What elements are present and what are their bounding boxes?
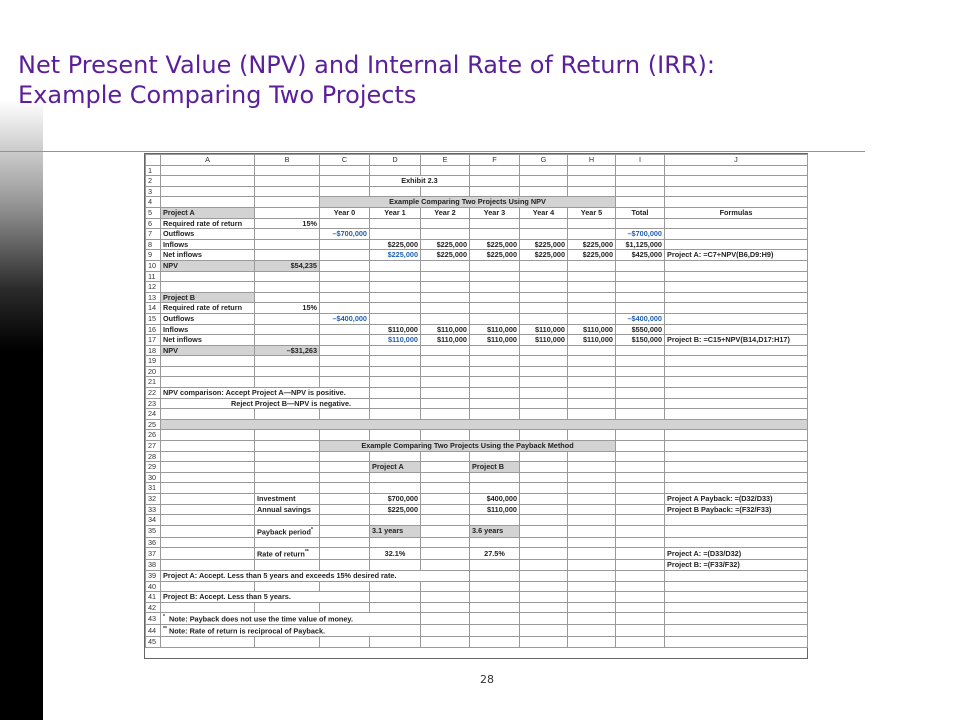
column-header: J xyxy=(665,155,808,166)
payback-period-a: 3.1 years xyxy=(370,525,421,537)
row-number: 20 xyxy=(146,366,161,377)
sheet-row xyxy=(146,419,808,430)
sheet-row xyxy=(146,345,808,356)
net-inflow-total: $425,000 xyxy=(616,250,665,261)
savings-b: $110,000 xyxy=(470,504,520,515)
row-number: 43 xyxy=(146,613,161,625)
sheet-row xyxy=(146,515,808,526)
footnote-1: * Note: Payback does not use the time value of money. xyxy=(161,613,421,625)
row-number: 15 xyxy=(146,313,161,324)
sheet-row xyxy=(146,537,808,548)
year-header: Year 5 xyxy=(568,207,616,218)
row-number: 6 xyxy=(146,218,161,229)
net-inflow-cell: $225,000 xyxy=(370,250,421,261)
net-inflow-cell: $225,000 xyxy=(470,250,520,261)
column-header: G xyxy=(520,155,568,166)
outflows-label: Outflows xyxy=(161,313,255,324)
payback-formula-b: Project B Payback: =(F32/F33) xyxy=(665,504,808,515)
row-number: 18 xyxy=(146,345,161,356)
investment-b: $400,000 xyxy=(470,494,520,505)
npv-formula: Project A: =C7+NPV(B6,D9:H9) xyxy=(665,250,808,261)
project-b-label: Project B xyxy=(161,292,255,303)
inflow-cell: $225,000 xyxy=(370,239,421,250)
sheet-row xyxy=(146,207,808,218)
row-number: 8 xyxy=(146,239,161,250)
row-number: 21 xyxy=(146,377,161,388)
row-number: 37 xyxy=(146,548,161,560)
sheet-row xyxy=(146,271,808,282)
sheet-row xyxy=(146,581,808,592)
payback-period-label: Payback period* xyxy=(255,525,320,537)
year-header: Year 2 xyxy=(421,207,470,218)
year-header: Year 1 xyxy=(370,207,421,218)
inflow-cell: $225,000 xyxy=(470,239,520,250)
column-header: D xyxy=(370,155,421,166)
net-inflow-cell: $110,000 xyxy=(421,335,470,346)
row-number: 31 xyxy=(146,483,161,494)
inflow-cell: $110,000 xyxy=(520,324,568,335)
sheet-row xyxy=(146,324,808,335)
row-number: 34 xyxy=(146,515,161,526)
column-header: A xyxy=(161,155,255,166)
sheet-row xyxy=(146,186,808,197)
row-number: 11 xyxy=(146,271,161,282)
sheet-row xyxy=(146,250,808,261)
row-number: 42 xyxy=(146,602,161,613)
sheet-row xyxy=(146,218,808,229)
outflows-label: Outflows xyxy=(161,229,255,240)
payback-project-a-header: Project A xyxy=(370,462,421,473)
rate-of-return-a: 32.1% xyxy=(370,548,421,560)
investment-a: $700,000 xyxy=(370,494,421,505)
sheet-row xyxy=(146,409,808,420)
slide-title xyxy=(18,50,938,110)
rate-value: 15% xyxy=(255,303,320,314)
sheet-row xyxy=(146,548,808,560)
row-number: 4 xyxy=(146,197,161,208)
sheet-row xyxy=(146,613,808,625)
sheet-row xyxy=(146,494,808,505)
sheet-row xyxy=(146,560,808,571)
row-number: 38 xyxy=(146,560,161,571)
rate-of-return-b: 27.5% xyxy=(470,548,520,560)
investment-label: Investment xyxy=(255,494,320,505)
column-header: E xyxy=(421,155,470,166)
npv-reject: Reject Project B—NPV is negative. xyxy=(161,398,370,409)
payback-period-b: 3.6 years xyxy=(470,525,520,537)
net-inflow-total: $150,000 xyxy=(616,335,665,346)
row-number: 30 xyxy=(146,472,161,483)
slide-title-line-2: Example Comparing Two Projects xyxy=(18,81,417,109)
row-number: 2 xyxy=(146,176,161,187)
rate-label: Required rate of return xyxy=(161,218,255,229)
sheet-row xyxy=(146,483,808,494)
inflow-cell: $110,000 xyxy=(370,324,421,335)
sheet-row xyxy=(146,313,808,324)
sheet-row xyxy=(146,504,808,515)
sheet-row xyxy=(146,388,808,399)
row-number: 28 xyxy=(146,451,161,462)
payback-project-b-header: Project B xyxy=(470,462,520,473)
sheet-row xyxy=(146,451,808,462)
npv-section-header: Example Comparing Two Projects Using NPV xyxy=(320,197,616,208)
sheet-row xyxy=(146,592,808,603)
sheet-row xyxy=(146,637,808,648)
year-header: Year 4 xyxy=(520,207,568,218)
row-number: 16 xyxy=(146,324,161,335)
section-separator xyxy=(161,419,808,430)
sheet-row xyxy=(146,377,808,388)
sheet-row xyxy=(146,260,808,271)
sheet-row xyxy=(146,292,808,303)
payback-formula-a: Project A Payback: =(D32/D33) xyxy=(665,494,808,505)
sheet-row xyxy=(146,571,808,582)
rate-of-return-label: Rate of return** xyxy=(255,548,320,560)
row-number: 40 xyxy=(146,581,161,592)
year-header: Year 0 xyxy=(320,207,370,218)
row-number: 35 xyxy=(146,525,161,537)
column-header: H xyxy=(568,155,616,166)
sheet-row xyxy=(146,165,808,176)
exhibit-label: Exhibit 2.3 xyxy=(370,176,470,187)
inflows-label: Inflows xyxy=(161,324,255,335)
row-number: 9 xyxy=(146,250,161,261)
net-inflow-cell: $225,000 xyxy=(421,250,470,261)
npv-label: NPV xyxy=(161,345,255,356)
sheet-row xyxy=(146,366,808,377)
net-inflow-cell: $110,000 xyxy=(568,335,616,346)
title-divider xyxy=(0,151,865,152)
row-number: 7 xyxy=(146,229,161,240)
net-inflow-cell: $110,000 xyxy=(370,335,421,346)
npv-label: NPV xyxy=(161,260,255,271)
row-number: 44 xyxy=(146,625,161,637)
row-number: 17 xyxy=(146,335,161,346)
sheet-row xyxy=(146,430,808,441)
sheet-row xyxy=(146,462,808,473)
year-header: Year 3 xyxy=(470,207,520,218)
column-header-row xyxy=(146,155,808,166)
npv-formula: Project B: =C15+NPV(B14,D17:H17) xyxy=(665,335,808,346)
savings-a: $225,000 xyxy=(370,504,421,515)
row-number: 3 xyxy=(146,186,161,197)
outflow-year0: –$400,000 xyxy=(320,313,370,324)
row-number: 27 xyxy=(146,441,161,452)
outflow-total: –$700,000 xyxy=(616,229,665,240)
sheet-row xyxy=(146,472,808,483)
corner-cell xyxy=(146,155,161,166)
row-number: 32 xyxy=(146,494,161,505)
row-number: 12 xyxy=(146,282,161,293)
inflow-cell: $225,000 xyxy=(421,239,470,250)
net-inflows-label: Net inflows xyxy=(161,335,255,346)
sheet-row xyxy=(146,398,808,409)
row-number: 1 xyxy=(146,165,161,176)
ror-formula-a: Project A: =(D33/D32) xyxy=(665,548,808,560)
outflow-total: –$400,000 xyxy=(616,313,665,324)
inflow-total: $1,125,000 xyxy=(616,239,665,250)
sheet-row xyxy=(146,356,808,367)
conclusion-a: Project A: Accept. Less than 5 years and exceeds 15% desired rate. xyxy=(161,571,470,582)
inflow-cell: $225,000 xyxy=(520,239,568,250)
sheet-row xyxy=(146,602,808,613)
row-number: 13 xyxy=(146,292,161,303)
column-header: F xyxy=(470,155,520,166)
row-number: 26 xyxy=(146,430,161,441)
total-header: Total xyxy=(616,207,665,218)
sheet-row xyxy=(146,197,808,208)
row-number: 45 xyxy=(146,637,161,648)
sheet-row xyxy=(146,441,808,452)
row-number: 29 xyxy=(146,462,161,473)
net-inflow-cell: $110,000 xyxy=(520,335,568,346)
row-number: 41 xyxy=(146,592,161,603)
column-header: B xyxy=(255,155,320,166)
row-number: 14 xyxy=(146,303,161,314)
rate-label: Required rate of return xyxy=(161,303,255,314)
npv-comparison: NPV comparison: Accept Project A—NPV is positive. xyxy=(161,388,370,399)
row-number: 39 xyxy=(146,571,161,582)
row-number: 10 xyxy=(146,260,161,271)
column-header: I xyxy=(616,155,665,166)
row-number: 25 xyxy=(146,419,161,430)
inflow-cell: $225,000 xyxy=(568,239,616,250)
inflow-cell: $110,000 xyxy=(568,324,616,335)
net-inflow-cell: $225,000 xyxy=(520,250,568,261)
conclusion-b: Project B: Accept. Less than 5 years. xyxy=(161,592,370,603)
sheet-row xyxy=(146,282,808,293)
ror-formula-b: Project B: =(F33/F32) xyxy=(665,560,808,571)
net-inflow-cell: $110,000 xyxy=(470,335,520,346)
payback-section-header: Example Comparing Two Projects Using the Payback Method xyxy=(320,441,616,452)
npv-value: $54,235 xyxy=(255,260,320,271)
savings-label: Annual savings xyxy=(255,504,320,515)
row-number: 19 xyxy=(146,356,161,367)
sheet-row xyxy=(146,625,808,637)
project-a-label: Project A xyxy=(161,207,255,218)
row-number: 33 xyxy=(146,504,161,515)
sheet-row xyxy=(146,303,808,314)
row-number: 36 xyxy=(146,537,161,548)
sheet-row xyxy=(146,335,808,346)
sheet-row xyxy=(146,525,808,537)
spreadsheet-table xyxy=(145,154,808,648)
sheet-row xyxy=(146,239,808,250)
row-number: 5 xyxy=(146,207,161,218)
page-number: 28 xyxy=(480,673,494,686)
net-inflow-cell: $225,000 xyxy=(568,250,616,261)
footnote-2: ** Note: Rate of return is reciprocal of Payback. xyxy=(161,625,421,637)
row-number: 22 xyxy=(146,388,161,399)
row-number: 24 xyxy=(146,409,161,420)
inflow-cell: $110,000 xyxy=(470,324,520,335)
inflow-cell: $110,000 xyxy=(421,324,470,335)
inflow-total: $550,000 xyxy=(616,324,665,335)
sheet-row xyxy=(146,176,808,187)
column-header: C xyxy=(320,155,370,166)
slide-title-line-1: Net Present Value (NPV) and Internal Rate of Return (IRR): xyxy=(18,51,716,79)
row-number: 23 xyxy=(146,398,161,409)
formulas-header: Formulas xyxy=(665,207,808,218)
outflow-year0: –$700,000 xyxy=(320,229,370,240)
npv-value: –$31,263 xyxy=(255,345,320,356)
spreadsheet-exhibit xyxy=(144,153,808,659)
net-inflows-label: Net inflows xyxy=(161,250,255,261)
inflows-label: Inflows xyxy=(161,239,255,250)
rate-value: 15% xyxy=(255,218,320,229)
sheet-row xyxy=(146,229,808,240)
